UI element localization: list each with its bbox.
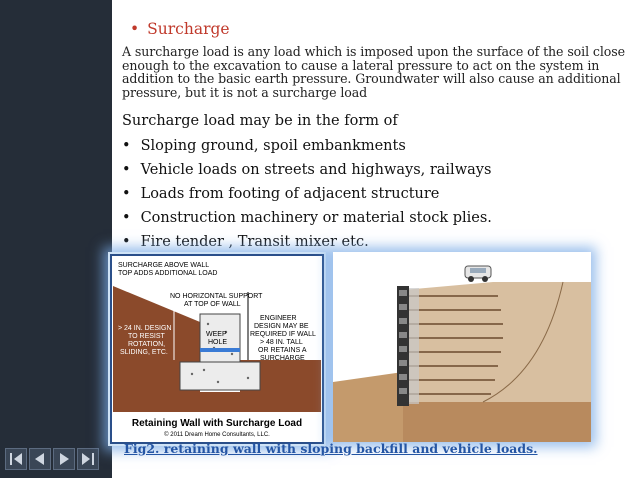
prev-slide-button[interactable] — [29, 448, 51, 470]
fig1-label-support: AT TOP OF WALL — [184, 301, 241, 308]
fig1-label-right: DESIGN MAY BE — [254, 323, 309, 330]
last-slide-button[interactable] — [77, 448, 99, 470]
section-heading — [130, 20, 230, 38]
fig1-label-support: NO HORIZONTAL SUPPORT — [170, 293, 263, 300]
fig1-label-top: SURCHARGE ABOVE WALL — [118, 262, 210, 269]
sidebar — [0, 0, 112, 478]
prev-icon — [32, 452, 48, 466]
fig1-title: Retaining Wall with Surcharge Load — [131, 418, 303, 429]
fig1-label-right: SURCHARGE — [260, 355, 305, 362]
bullet-item: • Fire tender , Transit mixer etc. — [122, 234, 369, 250]
first-icon — [8, 452, 24, 466]
fig1-label-right: REQUIRED IF WALL — [250, 331, 316, 338]
fig1-copyright: © 2011 Dream Home Consultants, LLC. — [164, 432, 270, 438]
figure-retaining-wall-surcharge — [108, 252, 326, 446]
heading-bullet: • — [130, 20, 140, 38]
fig1-label-left: > 24 IN. DESIGN — [118, 325, 172, 332]
next-slide-button[interactable] — [53, 448, 75, 470]
heading-text: Surcharge — [147, 20, 230, 38]
intro-line: Surcharge load may be in the form of — [122, 113, 398, 129]
bullet-item: • Construction machinery or material stock plies. — [122, 210, 492, 226]
fig1-label-top: TOP ADDS ADDITIONAL LOAD — [118, 270, 218, 277]
fig1-label-weep: HOLE — [208, 339, 228, 346]
bullet-item: • Vehicle loads on streets and highways, railways — [122, 162, 492, 178]
first-slide-button[interactable] — [5, 448, 27, 470]
next-icon — [56, 452, 72, 466]
definition-paragraph: A surcharge load is any load which is imposed upon the surface of the soil close enough to the excavation to cause a lateral pressure to act on the system in addition to the basic earth pressure. Groundwater will also cause an additional pressure, but it is not a surcharge load — [122, 44, 626, 100]
bullet-item: • Sloping ground, spoil embankments — [122, 138, 406, 154]
fig1-label-left: ROTATION, — [128, 341, 166, 348]
fig1-label-left: SLIDING, ETC. — [120, 349, 168, 356]
last-icon — [80, 452, 96, 466]
fig1-label-weep: WEEP — [206, 331, 227, 338]
figure-caption: Fig2. retaining wall with sloping backfill and vehicle loads. — [124, 441, 538, 456]
figure-sloping-backfill-vehicle — [333, 252, 591, 442]
fig1-label-right: OR RETAINS A — [258, 347, 307, 354]
fig1-label-left: TO RESIST — [128, 333, 165, 340]
fig1-label-right: > 48 IN. TALL — [260, 339, 303, 346]
vehicle-icon — [465, 266, 491, 282]
bullet-item: • Loads from footing of adjacent structure — [122, 186, 440, 202]
fig1-label-right: ENGINEER — [260, 315, 297, 322]
slide-navigation — [5, 448, 99, 470]
